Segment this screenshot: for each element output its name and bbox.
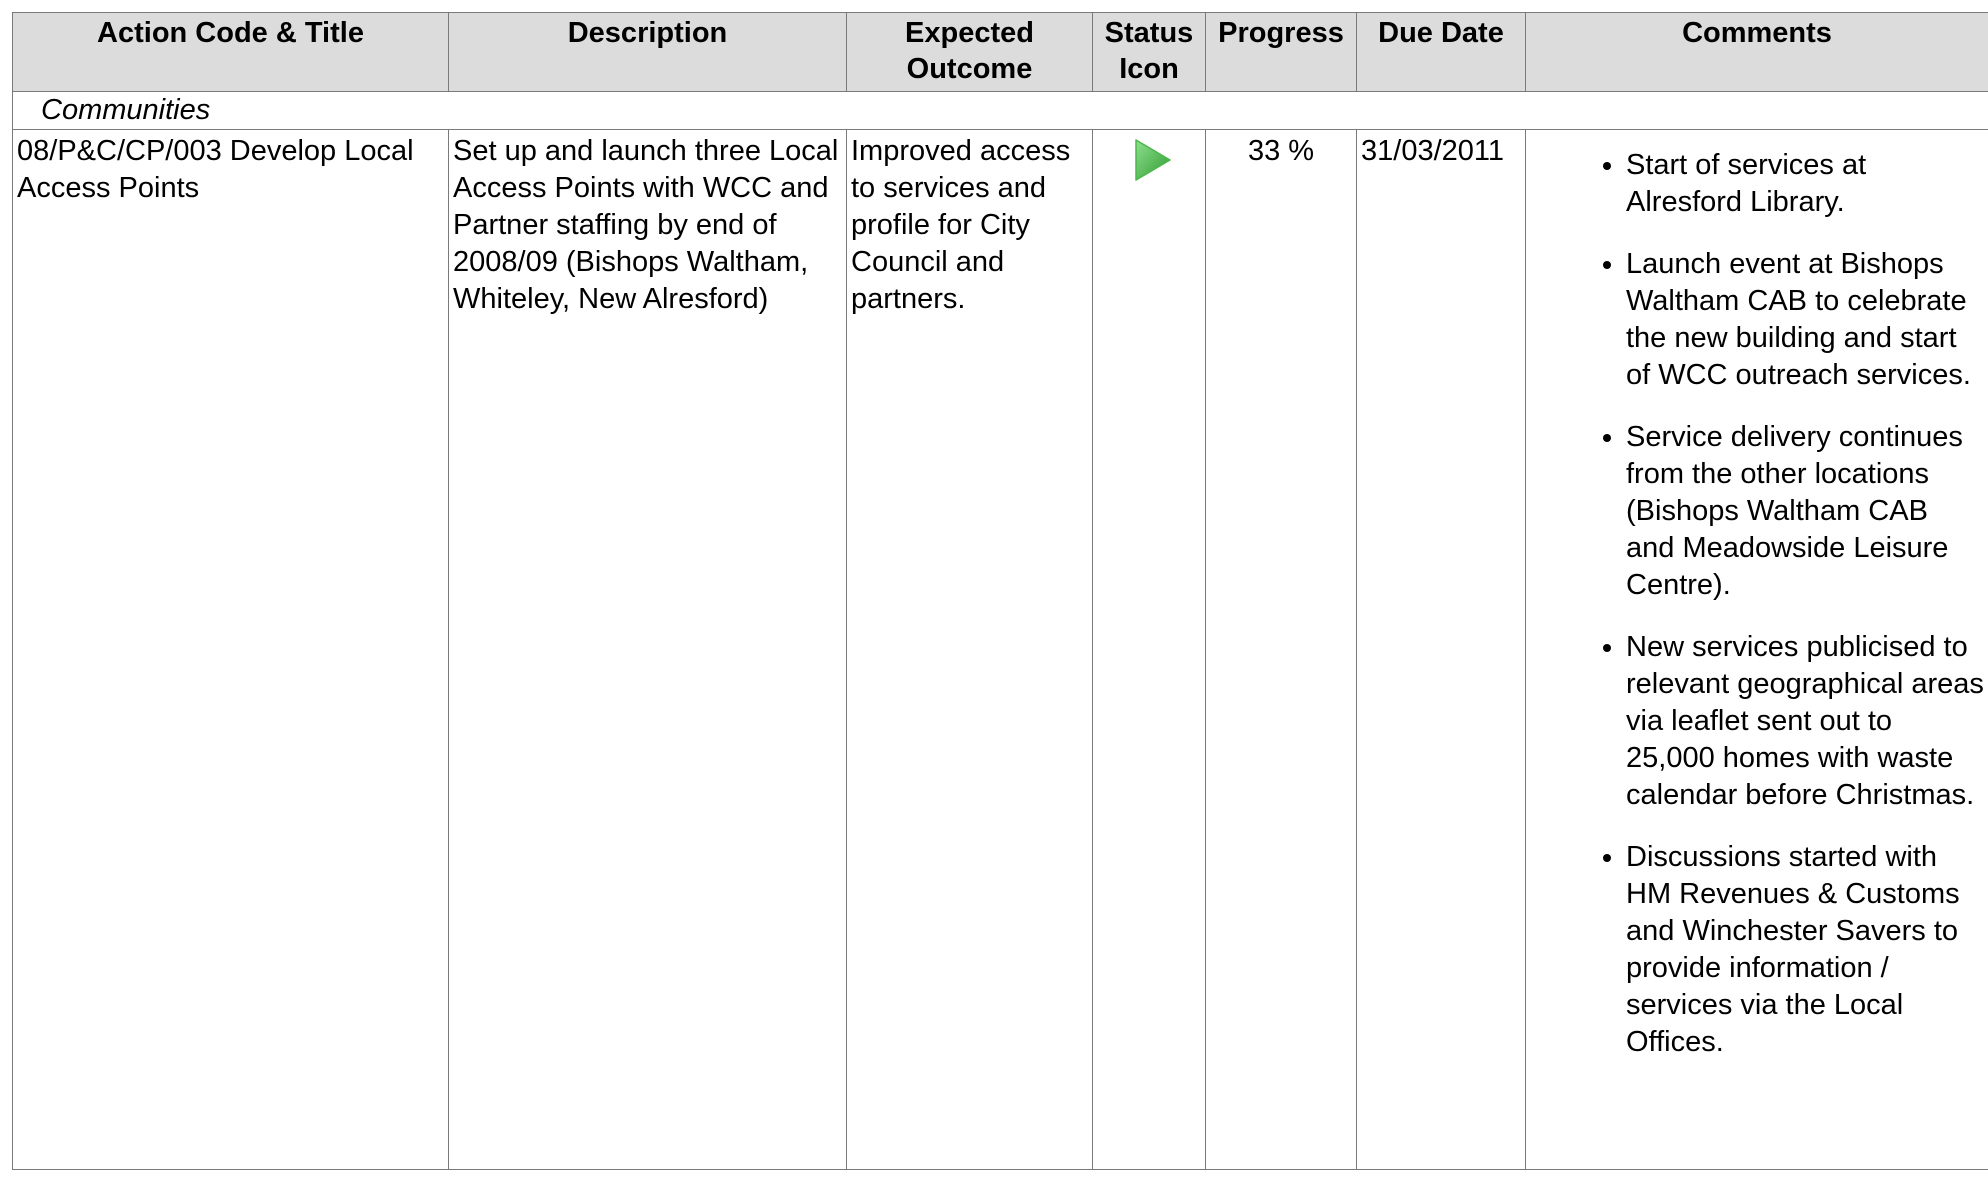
group-label: Communities — [13, 92, 1988, 130]
comment-item: • Start of services at Alresford Library. — [1626, 147, 1984, 221]
comments-cell — [1526, 130, 1988, 1170]
header-outcome-line1: Expected — [905, 17, 1034, 49]
comment-item: • New services publicised to relevant geographical areas via leaflet sent out to 25,000 homes with waste calendar before Christmas. — [1626, 629, 1984, 814]
action-code-title-cell: 08/P&C/CP/003 Develop Local Access Points — [13, 130, 449, 1170]
table-row — [13, 130, 1988, 1170]
header-status-icon — [1093, 13, 1206, 92]
comment-item: • Service delivery continues from the other locations (Bishops Waltham CAB and Meadowside Leisure Centre). — [1626, 419, 1984, 604]
header-due-date-label: Due Date — [1378, 17, 1504, 49]
header-status-line2: Icon — [1119, 53, 1179, 85]
play-triangle-icon — [1133, 138, 1173, 182]
group-row — [13, 92, 1988, 130]
header-description — [449, 13, 847, 92]
header-progress-label: Progress — [1218, 17, 1344, 49]
progress-cell: 33 % — [1206, 130, 1357, 1170]
header-action-code-title — [13, 13, 449, 92]
comment-item: • Launch event at Bishops Waltham CAB to celebrate the new building and start of WCC outreach services. — [1626, 246, 1984, 394]
status-icon-cell — [1093, 130, 1206, 1170]
header-description-label: Description — [567, 17, 728, 49]
header-expected-outcome — [847, 13, 1093, 92]
header-outcome-line2: Outcome — [906, 53, 1033, 85]
action-plan-table — [12, 12, 1988, 1170]
expected-outcome-cell: Improved access to services and profile for City Council and partners. — [847, 130, 1093, 1170]
header-row — [13, 13, 1988, 92]
green-play-icon — [1133, 138, 1173, 192]
comment-item: • Discussions started with HM Revenues & Customs and Winchester Savers to provide information / services via the Local Offices. — [1626, 839, 1984, 1061]
header-due-date — [1357, 13, 1526, 92]
comments-list — [1530, 147, 1984, 1061]
header-action-label: Action Code & Title — [97, 17, 364, 49]
description-cell: Set up and launch three Local Access Points with WCC and Partner staffing by end of 2008/09 (Bishops Waltham, Whiteley, New Alresford) — [449, 130, 847, 1170]
due-date-cell: 31/03/2011 — [1357, 130, 1526, 1170]
header-status-line1: Status — [1104, 17, 1194, 49]
header-progress — [1206, 13, 1357, 92]
header-comments — [1526, 13, 1988, 92]
header-comments-label: Comments — [1682, 17, 1832, 49]
